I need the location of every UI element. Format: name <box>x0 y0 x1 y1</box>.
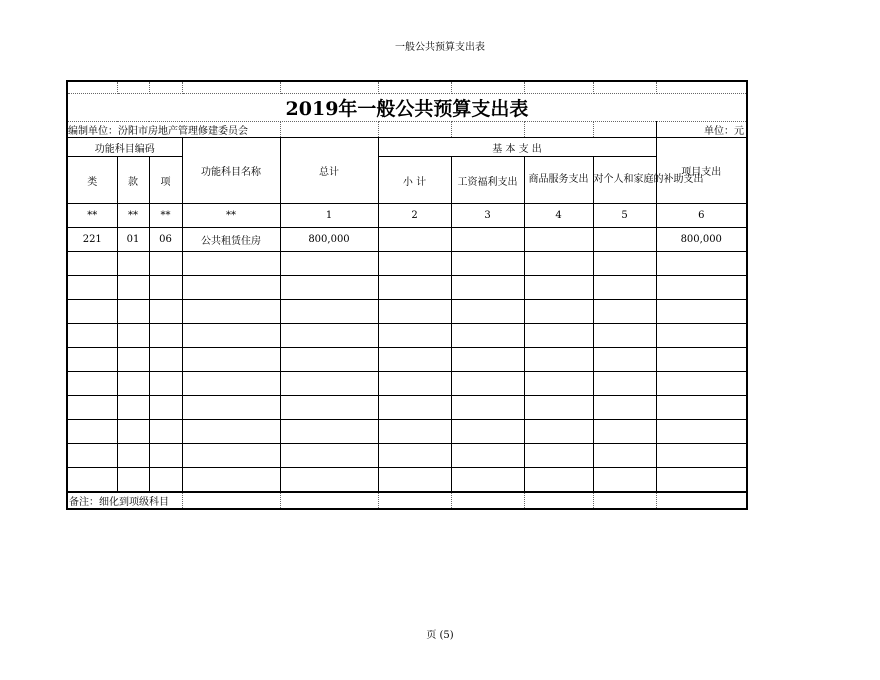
code-cell: ** <box>117 204 149 228</box>
blank-row <box>67 81 747 94</box>
budget-table <box>66 80 748 510</box>
cell-salary <box>451 228 524 252</box>
header-basic: 基 本 支 出 <box>378 138 656 157</box>
header-func-code: 功能科目编码 <box>67 138 182 157</box>
header-kuan: 款 <box>117 157 149 204</box>
table-row <box>67 372 747 396</box>
header-goods: 商品服务支出 <box>524 157 593 204</box>
table-row <box>67 420 747 444</box>
cell-project: 800,000 <box>656 228 747 252</box>
code-cell: 2 <box>378 204 451 228</box>
cell-goods <box>524 228 593 252</box>
cell-total: 800,000 <box>280 228 378 252</box>
code-cell: 4 <box>524 204 593 228</box>
table-row <box>67 396 747 420</box>
code-cell: 1 <box>280 204 378 228</box>
header-total: 总计 <box>280 138 378 204</box>
table-row <box>67 444 747 468</box>
table-title: 2019年一般公共预算支出表 <box>67 94 747 122</box>
page-header: 一般公共预算支出表 <box>395 42 485 53</box>
page-footer: 页 (5) <box>426 630 454 641</box>
table-row <box>67 252 747 276</box>
note-label: 备注：细化到项级科目 <box>67 492 182 509</box>
table-row <box>67 300 747 324</box>
table-row <box>67 468 747 493</box>
table-row <box>67 276 747 300</box>
cell-xiang: 06 <box>149 228 182 252</box>
org-label: 编制单位：汾阳市房地产管理修建委员会 <box>67 122 280 138</box>
table-row <box>67 228 747 252</box>
header-salary: 工资福利支出 <box>451 157 524 204</box>
code-cell: 6 <box>656 204 747 228</box>
cell-kuan: 01 <box>117 228 149 252</box>
table-row <box>67 348 747 372</box>
code-cell: 5 <box>593 204 656 228</box>
table-row <box>67 324 747 348</box>
unit-label: 单位：元 <box>656 122 747 138</box>
header-lei: 类 <box>67 157 117 204</box>
cell-lei: 221 <box>67 228 117 252</box>
code-cell: ** <box>149 204 182 228</box>
cell-subtotal <box>378 228 451 252</box>
code-cell: ** <box>67 204 117 228</box>
code-cell: ** <box>182 204 280 228</box>
code-row <box>67 204 747 228</box>
header-xiang: 项 <box>149 157 182 204</box>
header-func-name: 功能科目名称 <box>182 138 280 204</box>
header-subtotal: 小 计 <box>378 157 451 204</box>
code-cell: 3 <box>451 204 524 228</box>
header-personal: 对个人和家庭的补助支出 <box>593 157 656 204</box>
cell-personal <box>593 228 656 252</box>
header-project: 项目支出 <box>656 138 747 204</box>
cell-name: 公共租赁住房 <box>182 228 280 252</box>
